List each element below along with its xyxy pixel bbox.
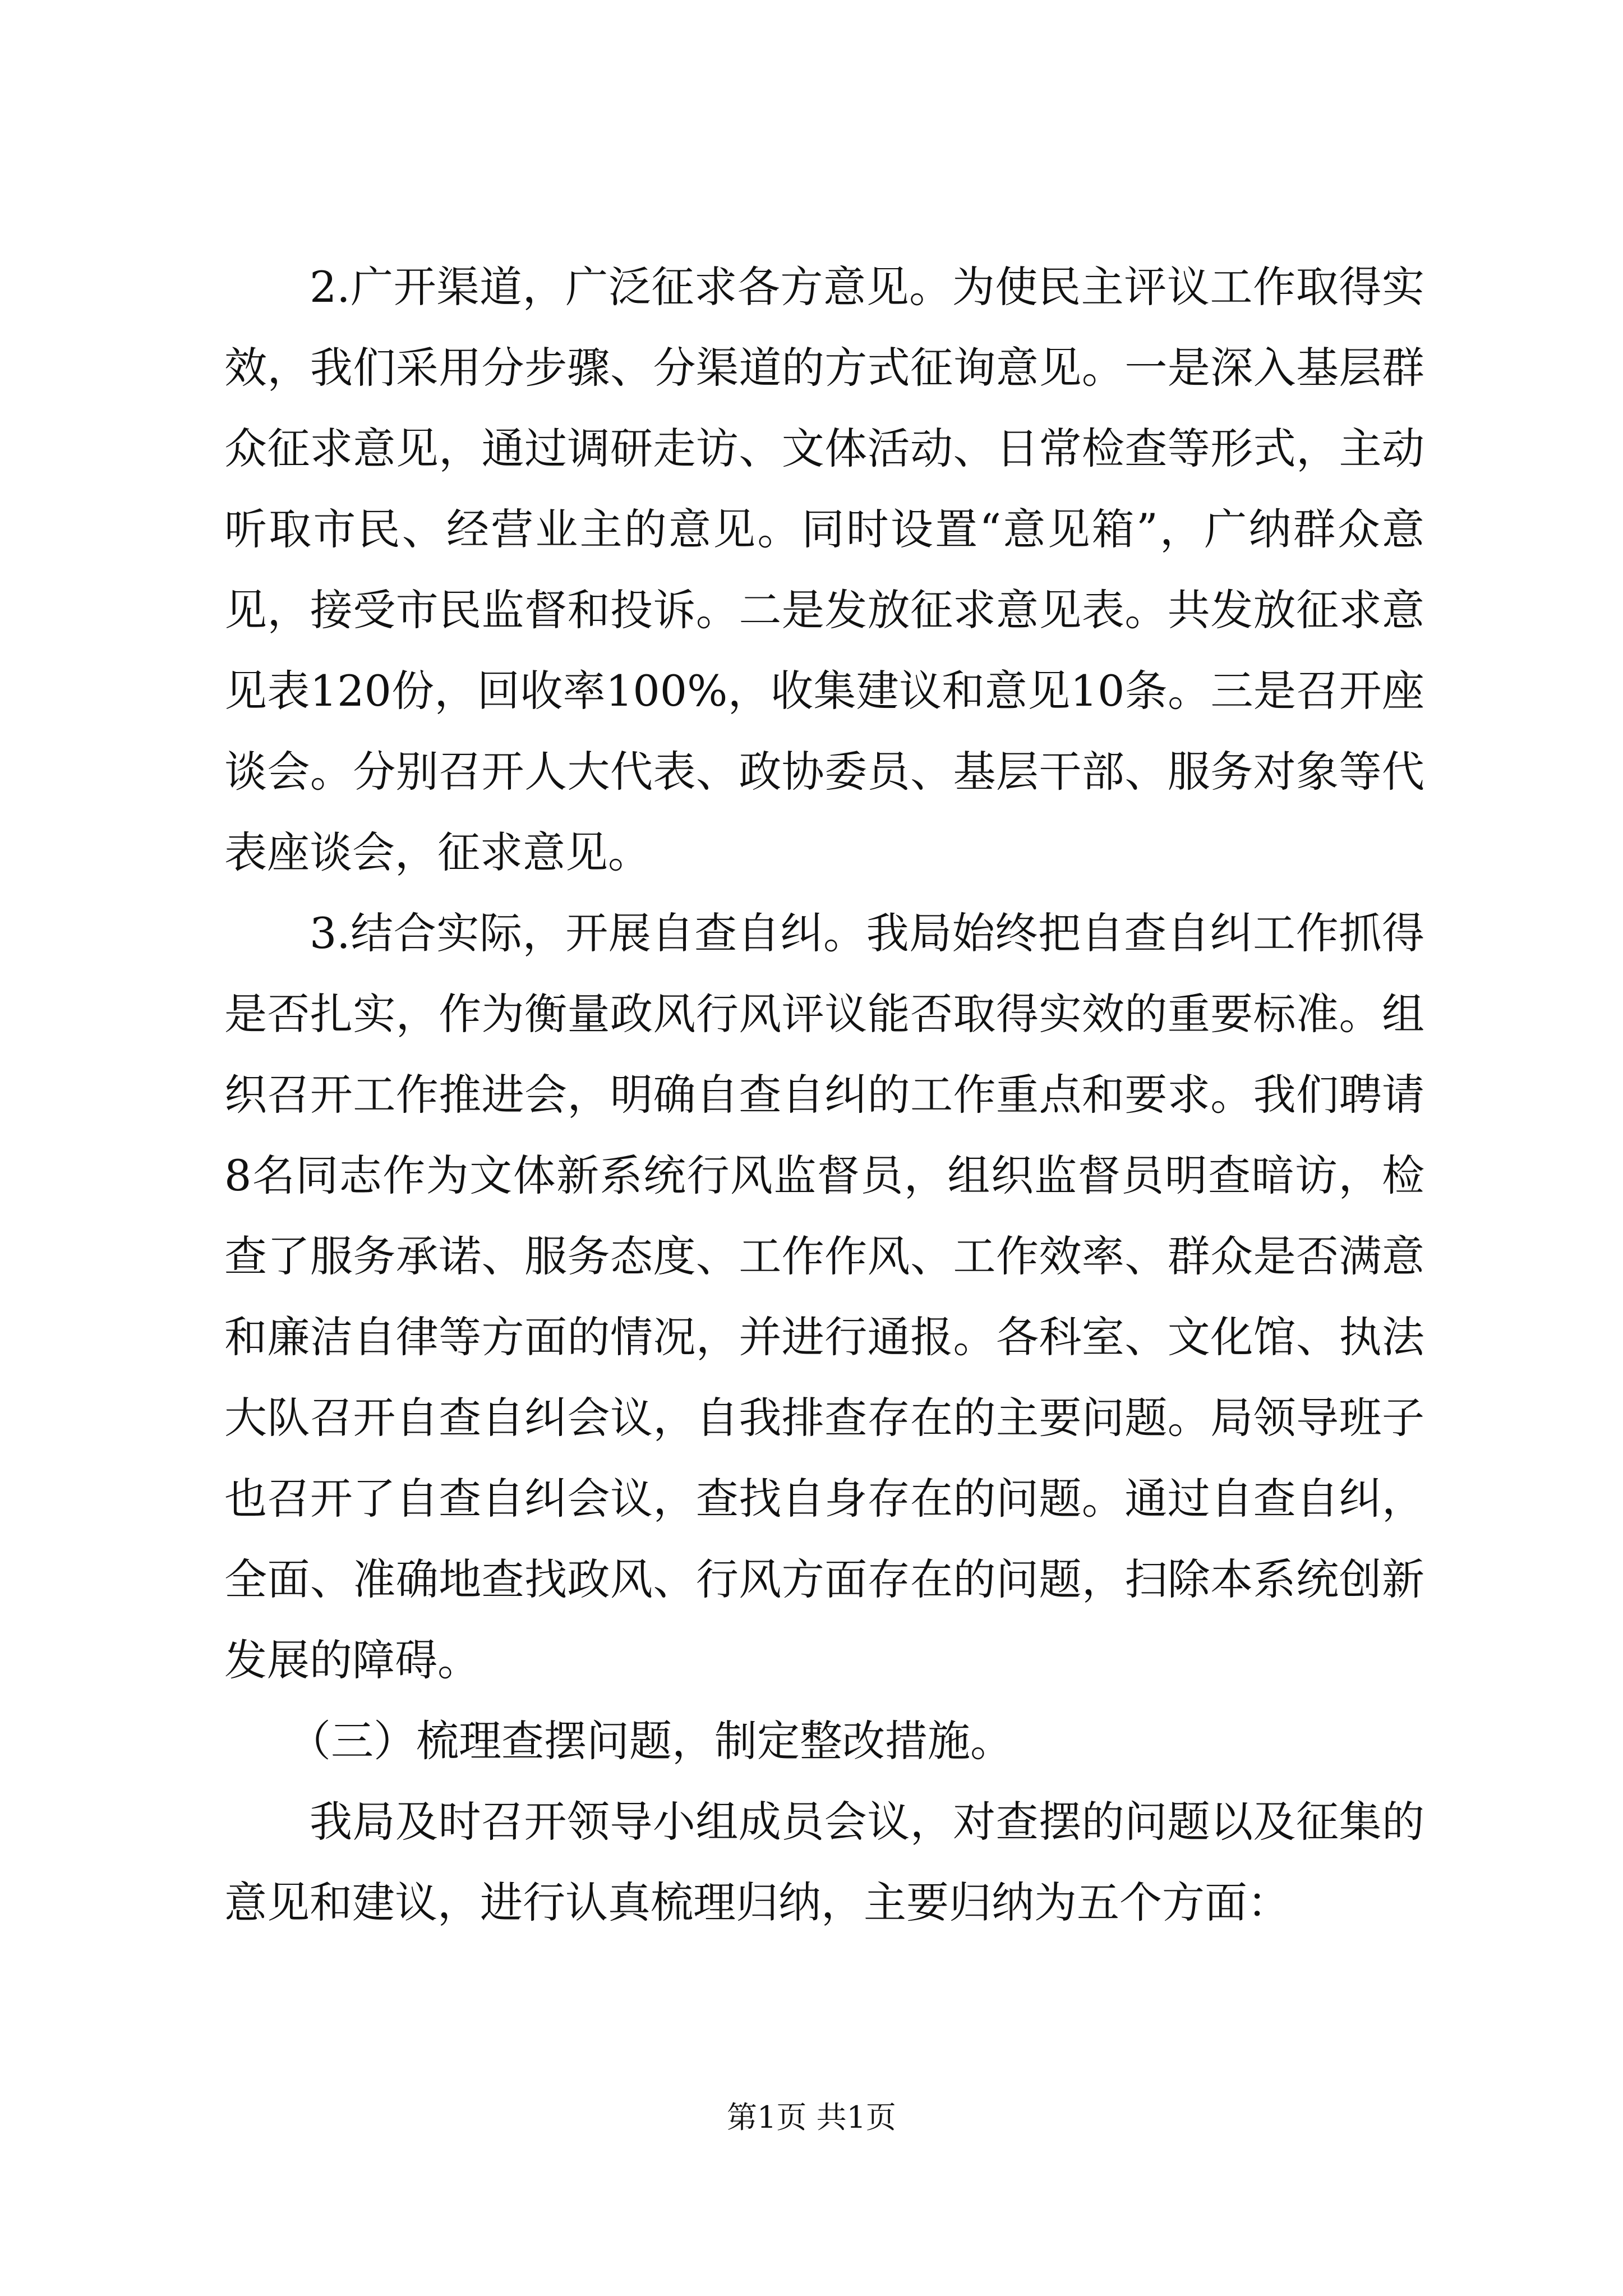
document-body [224,247,1424,1943]
page-footer: 第1页 共1页 [727,2100,896,2135]
paragraph-summary: 我局及时召开领导小组成员会议，对查摆的问题以及征集的意见和建议，进行认真梳理归纳，主要归纳为五个方面： [224,1797,1424,1927]
paragraph-self-inspection: 3.结合实际，开展自查自纠。我局始终把自查自纠工作抓得是否扎实，作为衡量政风行风评议能否取得实效的重要标准。组织召开工作推进会，明确自查自纠的工作重点和要求。我们聘请8名同志作为文体新系统行风监督员，组织监督员明查暗访，检查了服务承诺、服务态度、工作作风、工作效率、群众是否满意和廉洁自律等方面的情况，并进行通报。各科室、文化馆、执法大队召开自查自纠会议，自我排查存在的主要问题。局领导班子也召开了自查自纠会议，查找自身存在的问题。通过自查自纠，全面、准确地查找政风、行风方面存在的问题，扫除本系统创新发展的障碍。 [224,908,1424,1685]
paragraph-broaden-channels: 2.广开渠道，广泛征求各方意见。为使民主评议工作取得实效，我们采用分步骤、分渠道的方式征询意见。一是深入基层群众征求意见，通过调研走访、文体活动、日常检查等形式，主动听取市民、经营业主的意见。同时设置“意见箱”，广纳群众意见，接受市民监督和投诉。二是发放征求意见表。共发放征求意见表120份，回收率100%，收集建议和意见10条。三是召开座谈会。分别召开人大代表、政协委员、基层干部、服务对象等代表座谈会，征求意见。 [224,262,1424,877]
section-heading-rectification: （三）梳理查摆问题，制定整改措施。 [288,1716,1013,1766]
